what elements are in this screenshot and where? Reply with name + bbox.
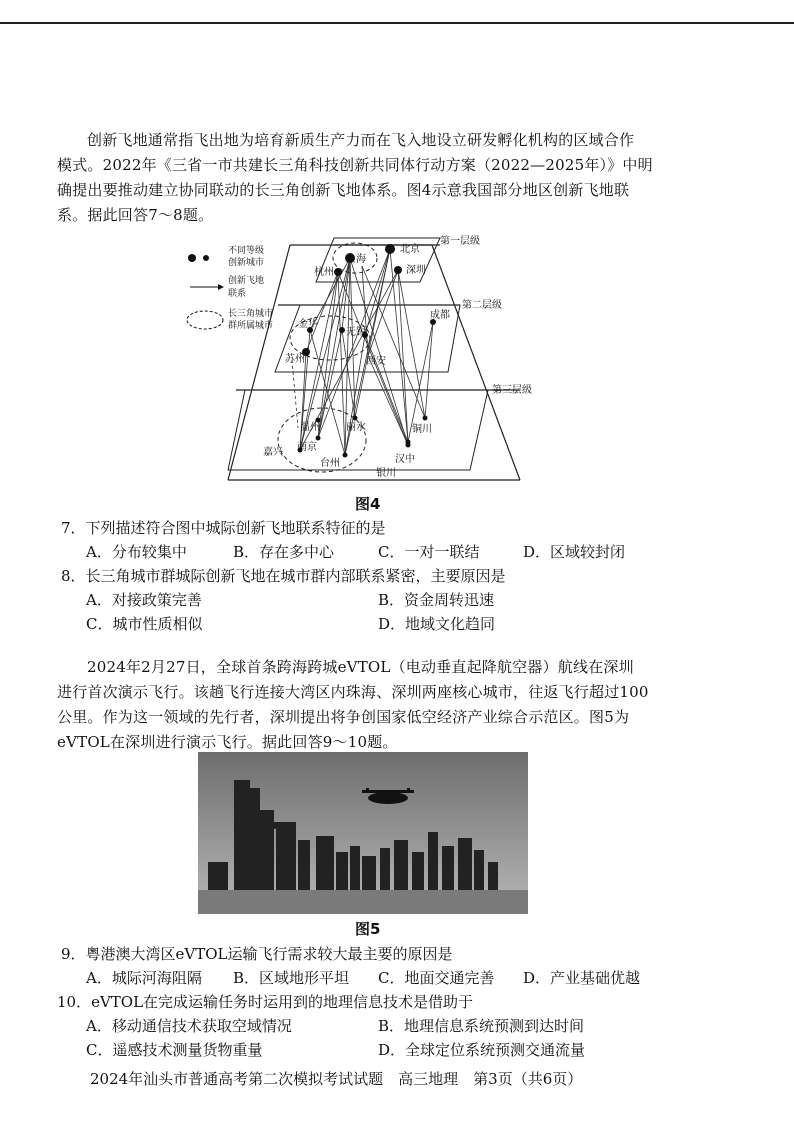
q8-option-c[interactable]: C．城市性质相似 (86, 615, 203, 633)
label-level-2: 第二层级 (462, 300, 502, 311)
label-hanzhong: 汉中 (395, 454, 415, 465)
label-suzhou: 苏州 (285, 354, 305, 365)
intro-paragraph-1 (57, 128, 737, 228)
label-wenzhou: 温州 (300, 422, 320, 433)
intro2-line-4: eVTOL在深圳进行演示飞行。据此回答9～10题。 (57, 733, 398, 751)
label-tongchuan: 铜川 (412, 424, 432, 435)
label-lishui: 丽水 (346, 422, 366, 433)
q9-option-d[interactable]: D．产业基础优越 (523, 969, 641, 987)
label-level-3: 第三层级 (492, 385, 532, 396)
q10-option-a[interactable]: A．移动通信技术获取空域情况 (86, 1017, 292, 1035)
figure-4-legend (187, 244, 273, 331)
node-lishui (353, 416, 358, 421)
label-jiaxing: 嘉兴 (263, 447, 283, 458)
legend-arrow-line-1: 创新飞地 (228, 276, 265, 286)
intro1-line-1: 创新飞地通常指飞出地为培育新质生产力而在飞入地设立研发孵化机构的区域合作 (87, 131, 635, 149)
q10-option-d[interactable]: D．全球定位系统预测交通流量 (378, 1041, 586, 1059)
legend-ellipse-line-2: 群所属城市 (228, 321, 274, 331)
label-nanjing: 南京 (297, 442, 317, 453)
label-chengdu: 成都 (430, 310, 450, 321)
label-shanghai: 上海 (346, 254, 366, 265)
dashed-connector (292, 360, 298, 428)
node-shenzhen (394, 266, 402, 274)
figure-5-caption: 图5 (355, 920, 381, 938)
q10-option-b[interactable]: B．地理信息系统预测到达时间 (378, 1017, 585, 1035)
q10-option-c[interactable]: C．遥感技术测量货物重量 (86, 1041, 263, 1059)
node-beijing (385, 244, 395, 254)
label-wuxi: 无锡 (346, 327, 366, 338)
node-tongchuan (423, 416, 428, 421)
q7-option-d[interactable]: D．区域较封闭 (523, 543, 626, 561)
q7-options (86, 540, 726, 564)
label-taizhou: 台州 (320, 458, 340, 469)
q8-option-a[interactable]: A．对接政策完善 (86, 591, 202, 609)
intro1-line-4: 系。据此回答7～8题。 (57, 206, 214, 224)
intro2-line-1: 2024年2月27日，全球首条跨海跨城eVTOL（电动垂直起降航空器）航线在深圳 (87, 658, 634, 676)
intro1-line-3: 确提出要推动建立协同联动的长三角创新飞地体系。图4示意我国部分地区创新飞地联 (57, 181, 630, 199)
q9-option-c[interactable]: C．地面交通完善 (378, 969, 495, 987)
node-hangzhou (334, 268, 342, 276)
node-wuxi (339, 327, 345, 333)
q8-option-b[interactable]: B．资金周转迅速 (378, 591, 495, 609)
label-shenzhen: 深圳 (406, 265, 426, 276)
intro2-line-2: 进行首次演示飞行。该趟飞行连接大湾区内珠海、深圳两座核心城市，往返飞行超过100 (57, 683, 649, 701)
q10-options (86, 1014, 726, 1062)
label-jinhua: 金华 (298, 319, 318, 330)
intro2-line-3: 公里。作为这一领域的先行者，深圳提出将争创国家低空经济产业综合示范区。图5为 (57, 708, 630, 726)
label-level-1: 第一层级 (440, 236, 480, 247)
q7-option-b[interactable]: B．存在多中心 (233, 543, 335, 561)
node-nanjing (316, 436, 321, 441)
legend-ellipse-line-1: 长三角城市 (228, 309, 274, 319)
figure-4-diagram (180, 232, 560, 490)
label-yinchuan: 银川 (376, 468, 396, 479)
water (198, 890, 528, 914)
level-planes (228, 238, 488, 470)
q7-stem: 7．下列描述符合图中城际创新飞地联系特征的是 (61, 519, 386, 537)
q8-option-d[interactable]: D．地域文化趋同 (378, 615, 496, 633)
label-beijing: 北京 (400, 244, 420, 255)
q8-options (86, 588, 726, 636)
label-xian: 西安 (366, 356, 386, 367)
figure-5-photo (198, 752, 528, 914)
intro1-line-2: 模式。2022年《三省一市共建长三角科技创新共同体行动方案（2022—2025年）》中明 (57, 156, 653, 174)
node-yinchuan (406, 443, 411, 448)
q7-option-a[interactable]: A．分布较集中 (86, 543, 187, 561)
label-hangzhou: 杭州 (314, 267, 334, 278)
node-taizhou (343, 453, 348, 458)
legend-dots-line-1: 不同等级 (228, 246, 265, 256)
q9-option-b[interactable]: B．区域地形平坦 (233, 969, 350, 987)
page-footer: 2024年汕头市普通高考第二次模拟考试试题 高三地理 第3页（共6页） (90, 1070, 583, 1088)
q9-stem: 9．粤港澳大湾区eVTOL运输飞行需求较大最主要的原因是 (61, 945, 453, 963)
q9-options (86, 966, 736, 990)
legend-arrow-line-2: 联系 (228, 289, 247, 299)
q8-stem: 8．长三角城市群城际创新飞地在城市群内部联系紧密，主要原因是 (61, 567, 506, 585)
figure-4-caption: 图4 (355, 495, 381, 513)
q7-option-c[interactable]: C．一对一联结 (378, 543, 480, 561)
intro-paragraph-2 (57, 655, 737, 755)
q10-stem: 10．eVTOL在完成运输任务时运用到的地理信息技术是借助于 (57, 993, 474, 1011)
q9-option-a[interactable]: A．城际河海阻隔 (86, 969, 202, 987)
top-rule (0, 22, 794, 24)
legend-dots-line-2: 创新城市 (228, 258, 265, 268)
